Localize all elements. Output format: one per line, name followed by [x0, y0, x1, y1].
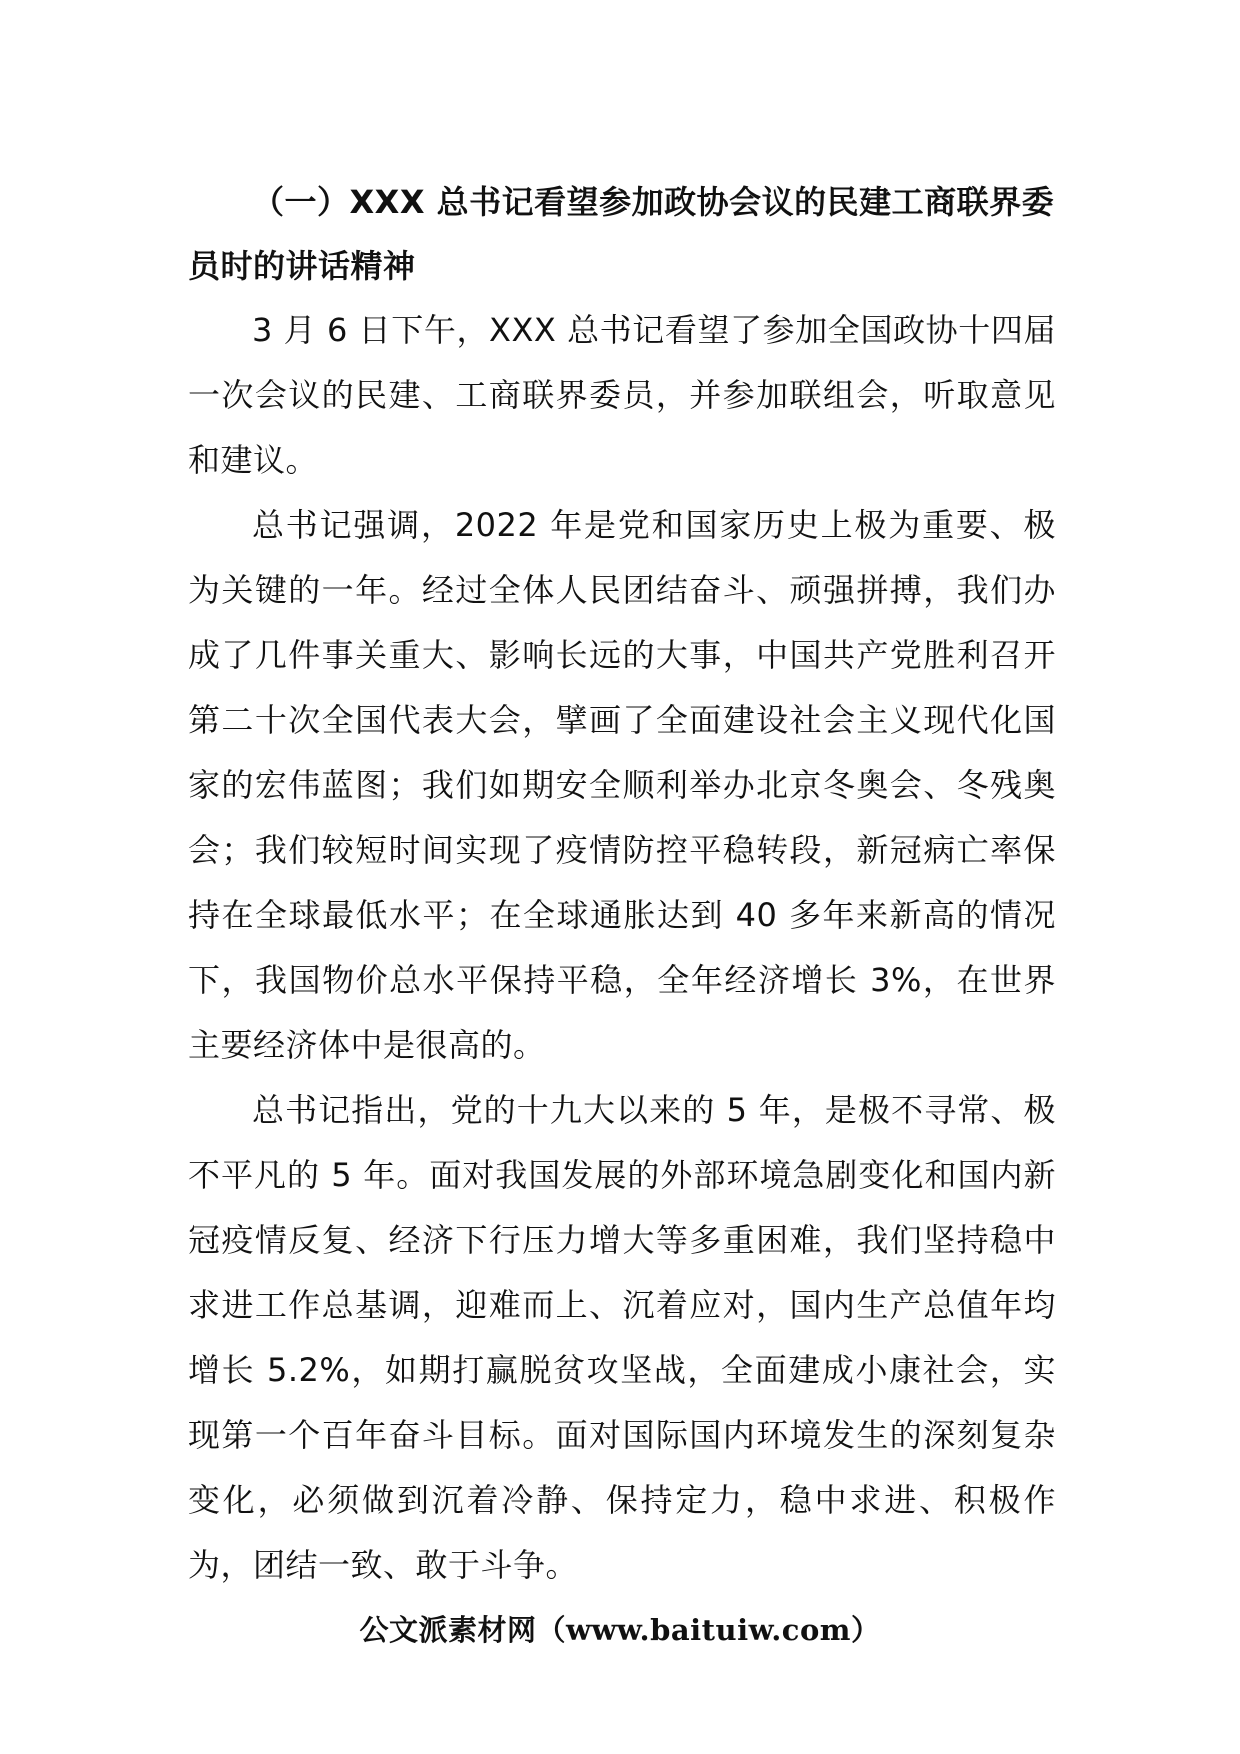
footer-watermark: 公文派素材网（www.baituiw.com）: [359, 1613, 881, 1647]
paragraph-1: 3 月 6 日下午，XXX 总书记看望了参加全国政协十四届一次会议的民建、工商联界委员，并参加联组会，听取意见和建议。: [188, 311, 1056, 479]
paragraph-2: 总书记强调，2022 年是党和国家历史上极为重要、极为关键的一年。经过全体人民团结奋斗、顽强拼搏，我们办成了几件事关重大、影响长远的大事，中国共产党胜利召开第二十次全国代表大会，擘画了全面建设社会主义现代化国家的宏伟蓝图；我们如期安全顺利举办北京冬奥会、冬残奥会；我们较短时间实现了疫情防控平稳转段，新冠病亡率保持在全球最低水平；在全球通胀达到 40 多年来新高的情况下，我国物价总水平保持平稳，全年经济增长 3%，在世界主要经济体中是很高的。: [188, 506, 1056, 1064]
document-body: [188, 170, 1056, 1598]
section-heading: （一）XXX 总书记看望参加政协会议的民建工商联界委员时的讲话精神: [188, 183, 1055, 285]
paragraph-3: 总书记指出，党的十九大以来的 5 年，是极不寻常、极不平凡的 5 年。面对我国发展的外部环境急剧变化和国内新冠疫情反复、经济下行压力增大等多重困难，我们坚持稳中求进工作总基调，迎难而上、沉着应对，国内生产总值年均增长 5.2%，如期打赢脱贫攻坚战，全面建成小康社会，实现第一个百年奋斗目标。面对国际国内环境发生的深刻复杂变化，必须做到沉着冷静、保持定力，稳中求进、积极作为，团结一致、敢于斗争。: [188, 1091, 1056, 1584]
